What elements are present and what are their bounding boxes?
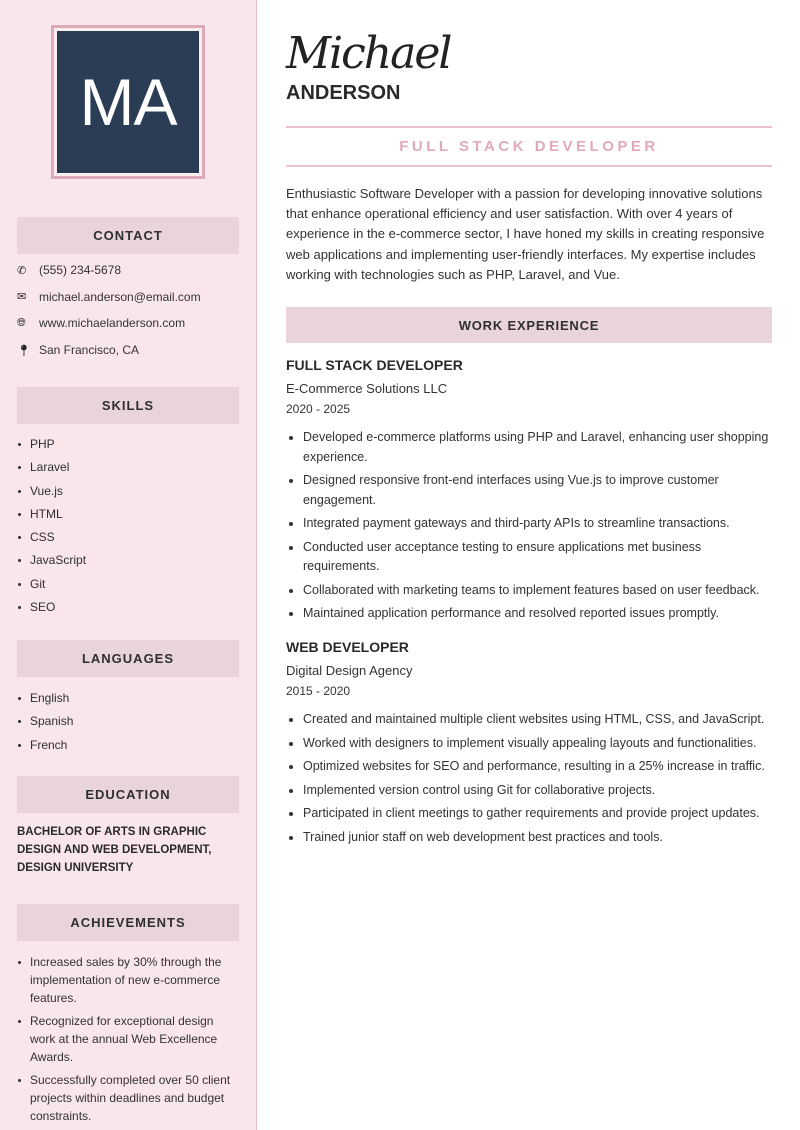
contact-item xyxy=(17,316,185,330)
job-bullet: Optimized websites for SEO and performance, resulting in a 25% increase in traffic. xyxy=(286,757,772,777)
skill-item: Git xyxy=(17,577,86,600)
location-pin-icon: 📍︎ xyxy=(17,344,31,357)
language-item: French xyxy=(17,738,73,761)
job-bullets xyxy=(286,710,772,847)
contact-heading: CONTACT xyxy=(17,217,239,254)
skill-item: HTML xyxy=(17,507,86,530)
skill-item: Laravel xyxy=(17,460,86,483)
contact-text: www.michaelanderson.com xyxy=(39,316,186,331)
contact-text: (555) 234-5678 xyxy=(39,263,122,277)
contact-item xyxy=(17,263,121,277)
job-bullet: Worked with designers to implement visually appealing layouts and functionalities. xyxy=(286,734,772,754)
job-bullet: Conducted user acceptance testing to ensure applications met business requirements. xyxy=(286,538,772,577)
job-bullet: Trained junior staff on web development best practices and tools. xyxy=(286,828,772,848)
job-role-title: FULL STACK DEVELOPER xyxy=(399,138,659,155)
job-bullet: Maintained application performance and resolved reported issues promptly. xyxy=(286,604,772,624)
job-bullets xyxy=(286,428,772,624)
contact-item xyxy=(17,290,201,304)
company-name: Digital Design Agency xyxy=(286,663,413,678)
languages-heading: LANGUAGES xyxy=(17,640,239,677)
contact-text: San Francisco, CA xyxy=(39,343,140,358)
skill-item: JavaScript xyxy=(17,553,86,576)
job-bullet: Integrated payment gateways and third-party APIs to streamline transactions. xyxy=(286,514,772,534)
contact-text: michael.anderson@email.com xyxy=(39,289,201,304)
education-heading: EDUCATION xyxy=(17,776,239,813)
achievement-item: Increased sales by 30% through the implementation of new e-commerce features. xyxy=(17,953,242,1007)
job-dates: 2015 - 2020 xyxy=(286,684,351,698)
monogram-frame xyxy=(51,25,205,179)
skill-item: SEO xyxy=(17,600,86,623)
contact-item xyxy=(17,343,139,357)
job-bullet: Developed e-commerce platforms using PHP and Laravel, enhancing user shopping experience. xyxy=(286,428,772,467)
job-bullet: Participated in client meetings to gather requirements and provide project updates. xyxy=(286,804,772,824)
achievement-item: Successfully completed over 50 client projects within deadlines and budget constraints. xyxy=(17,1071,242,1125)
globe-icon: 🌐︎ xyxy=(17,316,26,329)
job-bullet: Created and maintained multiple client websites using HTML, CSS, and JavaScript. xyxy=(286,710,772,730)
summary: Enthusiastic Software Developer with a passion for developing innovative solutions that enhance operational efficiency and user satisfaction. With over 4 years of experience in the e-commerce sector, I have honed my skills in creating responsive web applications and implementing user-friendly interfaces. My expertise includes working with technologies such as PHP, Laravel, and Vue. xyxy=(286,186,765,282)
job-entry xyxy=(286,639,772,851)
divider xyxy=(286,126,772,128)
skills-heading: SKILLS xyxy=(17,387,239,424)
skill-item: PHP xyxy=(17,437,86,460)
skill-item: Vue.js xyxy=(17,484,86,507)
skill-item: CSS xyxy=(17,530,86,553)
company-name: E-Commerce Solutions LLC xyxy=(286,381,448,396)
job-bullet: Implemented version control using Git for collaborative projects. xyxy=(286,781,772,801)
achievement-item: Recognized for exceptional design work at the annual Web Excellence Awards. xyxy=(17,1012,242,1066)
job-bullet: Collaborated with marketing teams to implement features based on user feedback. xyxy=(286,581,772,601)
achievements-heading: ACHIEVEMENTS xyxy=(17,904,239,941)
job-entry xyxy=(286,357,772,628)
job-dates: 2020 - 2025 xyxy=(286,402,351,416)
monogram: MA xyxy=(57,31,199,173)
job-title: FULL STACK DEVELOPER xyxy=(286,357,463,373)
language-item: Spanish xyxy=(17,714,73,737)
work-experience-heading: WORK EXPERIENCE xyxy=(286,307,772,343)
achievements-list xyxy=(17,953,242,1130)
first-name: Michael xyxy=(286,28,451,79)
last-name: ANDERSON xyxy=(286,82,401,104)
mail-icon: ✉ xyxy=(17,291,27,304)
skills-list xyxy=(17,437,86,623)
phone-icon: ✆ xyxy=(17,264,27,277)
languages-list xyxy=(17,691,73,761)
sidebar xyxy=(0,0,257,1130)
divider xyxy=(286,165,772,167)
job-bullet: Designed responsive front-end interfaces using Vue.js to improve customer engagement. xyxy=(286,471,772,510)
language-item: English xyxy=(17,691,73,714)
education-degree: BACHELOR OF ARTS IN GRAPHIC DESIGN AND WEB DEVELOPMENT, DESIGN UNIVERSITY xyxy=(17,826,212,874)
job-title: WEB DEVELOPER xyxy=(286,639,409,655)
